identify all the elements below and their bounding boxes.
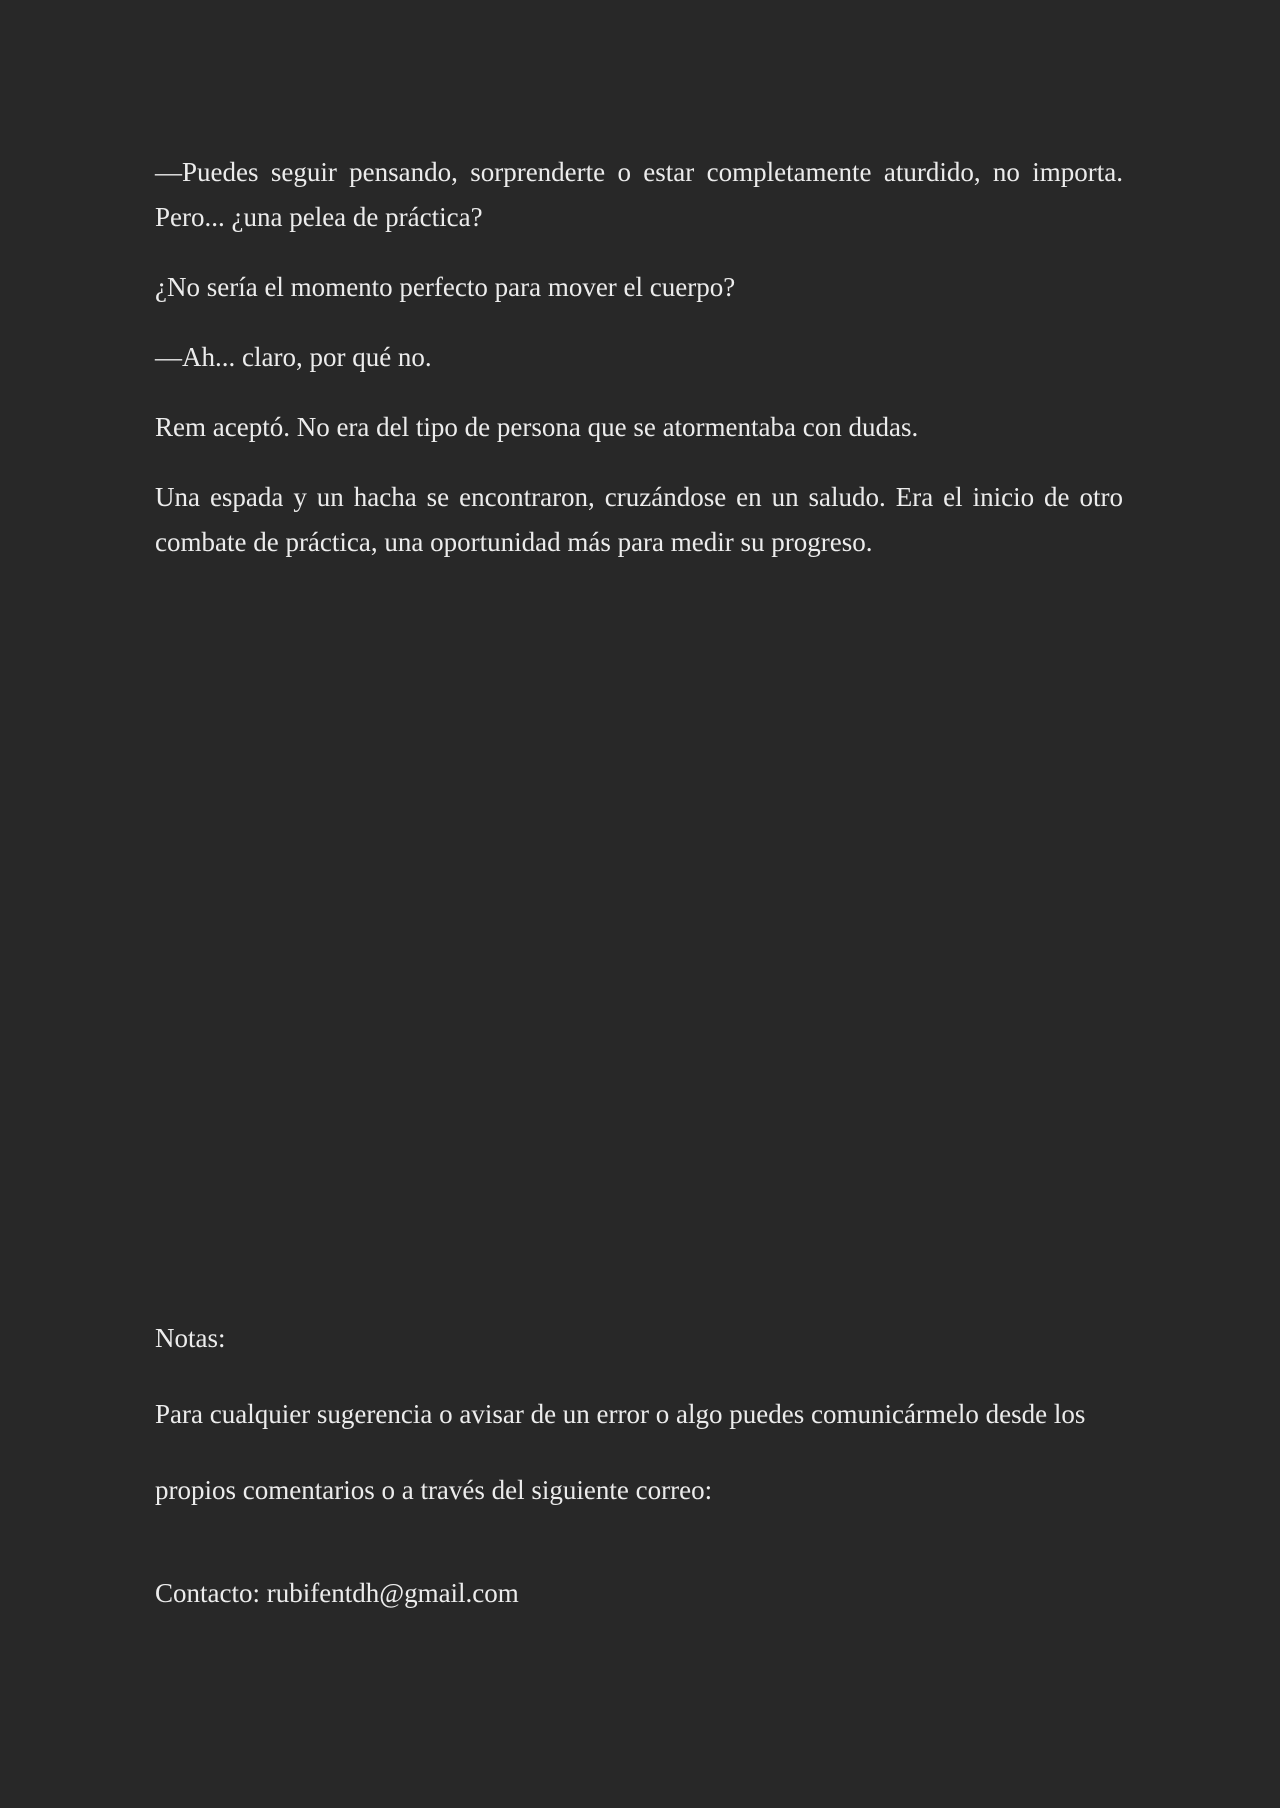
notes-title: Notas: bbox=[155, 1323, 226, 1353]
chapter-text bbox=[155, 150, 1123, 590]
notes-text-line: propios comentarios o a través del siguiente correo: bbox=[155, 1475, 713, 1505]
paragraph: ¿No sería el momento perfecto para mover el cuerpo? bbox=[155, 272, 736, 302]
contact-email: Contacto: rubifentdh@gmail.com bbox=[155, 1578, 519, 1608]
author-notes bbox=[155, 1316, 1123, 1616]
paragraph: —Ah... claro, por qué no. bbox=[155, 342, 432, 372]
paragraph: —Puedes seguir pensando, sorprenderte o estar completamente aturdido, no importa. Pero... ¿una pelea de práctica? bbox=[155, 157, 1123, 232]
notes-text-line: Para cualquier sugerencia o avisar de un error o algo puedes comunicármelo desde los bbox=[155, 1399, 1086, 1429]
paragraph: Rem aceptó. No era del tipo de persona que se atormentaba con dudas. bbox=[155, 412, 919, 442]
paragraph: Una espada y un hacha se encontraron, cruzándose en un saludo. Era el inicio de otro combate de práctica, una oportunidad más para medir su progreso. bbox=[155, 482, 1123, 557]
